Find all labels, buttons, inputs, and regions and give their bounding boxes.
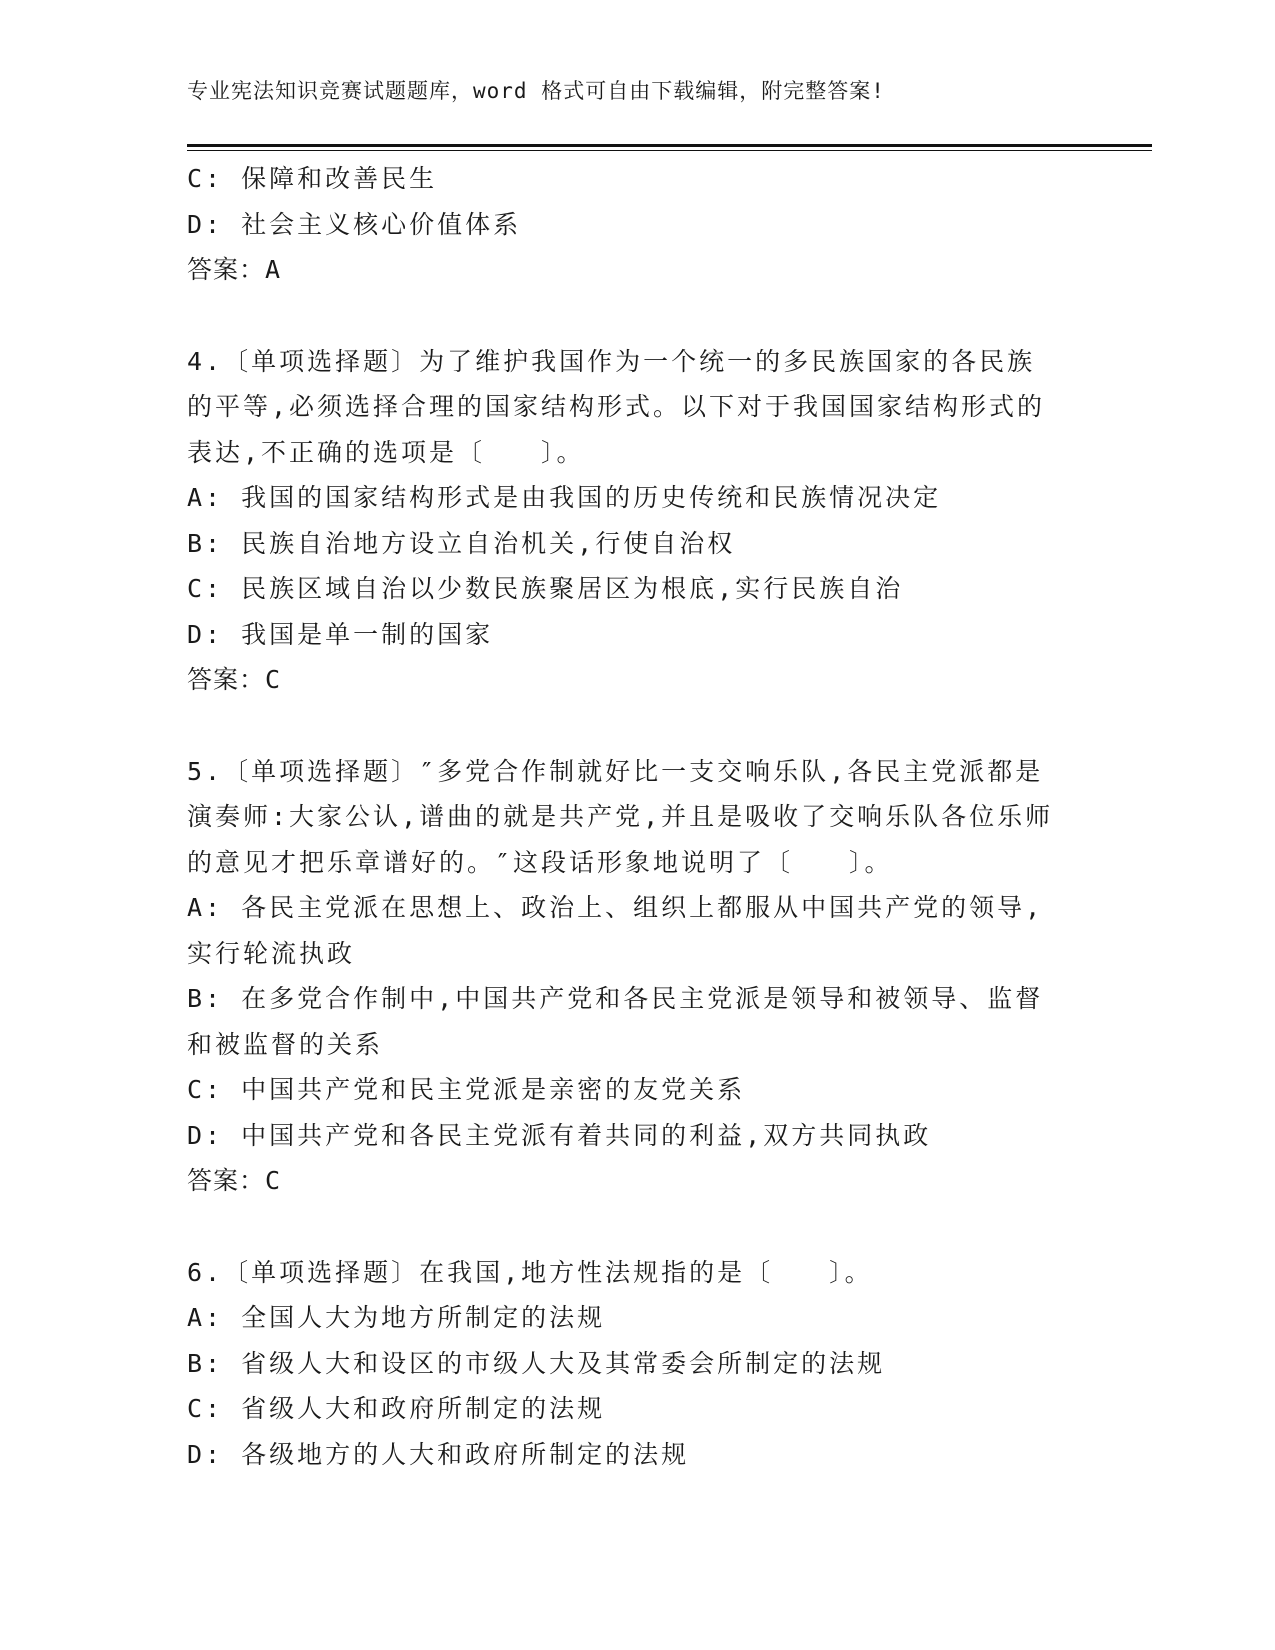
option-d: D: 各级地方的人大和政府所制定的法规 bbox=[187, 1439, 690, 1469]
option-d: D: 中国共产党和各民主党派有着共同的利益,双方共同执政 bbox=[187, 1120, 932, 1150]
option-d: D: 社会主义核心价值体系 bbox=[187, 209, 522, 239]
option-b-continued: 和被监督的关系 bbox=[187, 1029, 384, 1059]
question-stem: 6.〔单项选择题〕在我国,地方性法规指的是〔 〕。 bbox=[187, 1257, 873, 1287]
question-stem: 表达,不正确的选项是〔 〕。 bbox=[187, 437, 585, 467]
page-header: 专业宪法知识竞赛试题题库，word 格式可自由下载编辑，附完整答案! bbox=[187, 79, 885, 103]
answer: 答案：C bbox=[187, 1166, 282, 1195]
option-a-continued: 实行轮流执政 bbox=[187, 938, 356, 968]
option-c: C: 省级人大和政府所制定的法规 bbox=[187, 1394, 606, 1423]
option-c: C: 保障和改善民生 bbox=[187, 164, 438, 193]
option-a: A: 我国的国家结构形式是由我国的历史传统和民族情况决定 bbox=[187, 483, 942, 512]
question-stem: 的平等,必须选择合理的国家结构形式。以下对于我国国家结构形式的 bbox=[187, 392, 1046, 421]
answer: 答案：C bbox=[187, 665, 282, 694]
question-4 bbox=[187, 339, 1087, 703]
question-6 bbox=[187, 1250, 1087, 1478]
question-5 bbox=[187, 749, 1087, 1204]
header-rule-thick bbox=[187, 144, 1152, 147]
option-d: D: 我国是单一制的国家 bbox=[187, 619, 494, 649]
question-stem: 演奏师:大家公认,谱曲的就是共产党,并且是吸收了交响乐队各位乐师 bbox=[187, 802, 1054, 831]
option-b: B: 省级人大和设区的市级人大及其常委会所制定的法规 bbox=[187, 1348, 886, 1378]
option-a: A: 各民主党派在思想上、政治上、组织上都服从中国共产党的领导, bbox=[187, 893, 1044, 922]
option-b: B: 民族自治地方设立自治机关,行使自治权 bbox=[187, 528, 736, 558]
question-list bbox=[187, 156, 1087, 1477]
question-stem: 5.〔单项选择题〕″多党合作制就好比一支交响乐队,各民主党派都是 bbox=[187, 756, 1044, 786]
question-stem: 的意见才把乐章谱好的。″这段话形象地说明了〔 〕。 bbox=[187, 847, 893, 877]
option-b: B: 在多党合作制中,中国共产党和各民主党派是领导和被领导、监督 bbox=[187, 984, 1044, 1013]
header-rule-thin bbox=[187, 150, 1152, 151]
option-c: C: 民族区域自治以少数民族聚居区为根底,实行民族自治 bbox=[187, 574, 904, 603]
question-stem: 4.〔单项选择题〕为了维护我国作为一个统一的多民族国家的各民族 bbox=[187, 346, 1036, 376]
question-prev bbox=[187, 156, 1087, 293]
option-a: A: 全国人大为地方所制定的法规 bbox=[187, 1303, 606, 1332]
answer: 答案：A bbox=[187, 255, 282, 284]
option-c: C: 中国共产党和民主党派是亲密的友党关系 bbox=[187, 1075, 746, 1104]
